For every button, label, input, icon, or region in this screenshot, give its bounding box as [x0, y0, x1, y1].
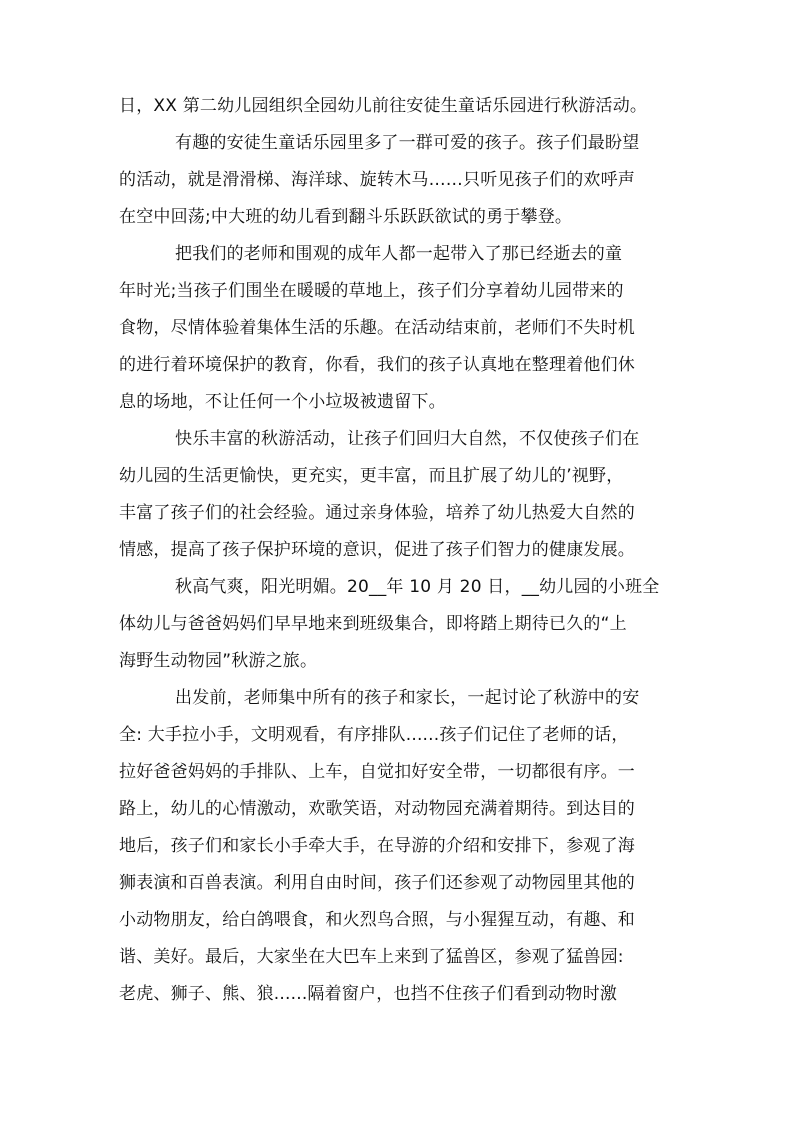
- text-line: 在空中回荡;中大班的幼儿看到翻斗乐跃跃欲试的勇于攀登。: [119, 207, 573, 227]
- paragraph-start-line: 有趣的安徒生童话乐园里多了一群可爱的孩子。孩子们最盼望: [175, 133, 640, 153]
- text-line: 老虎、狮子、熊、狼......隔着窗户，也挡不住孩子们看到动物时激: [119, 984, 618, 1004]
- paragraph-start-line: 把我们的老师和围观的成年人都一起带入了那已经逝去的童: [175, 244, 623, 264]
- paragraph-start-line: 出发前，老师集中所有的孩子和家长，一起讨论了秋游中的安: [175, 688, 640, 708]
- text-line: 年时光;当孩子们围坐在暖暖的草地上，孩子们分享着幼儿园带来的: [119, 281, 624, 301]
- text-line: 小动物朋友，给白鸽喂食，和火烈鸟合照，与小猩猩互动，有趣、和: [119, 910, 635, 930]
- text-line: 拉好爸爸妈妈的手排队、上车，自觉扣好安全带，一切都很有序。一: [119, 762, 635, 782]
- text-line: 丰富了孩子们的社会经验。通过亲身体验，培养了幼儿热爱大自然的: [119, 503, 635, 523]
- text-line: 食物，尽情体验着集体生活的乐趣。在活动结束前，老师们不失时机: [119, 318, 635, 338]
- text-line: 情感，提高了孩子保护环境的意识，促进了孩子们智力的健康发展。: [119, 540, 635, 560]
- text-line: 地后，孩子们和家长小手牵大手，在导游的介绍和安排下，参观了海: [119, 836, 635, 856]
- text-line: 的活动，就是滑滑梯、海洋球、旋转木马……只听见孩子们的欢呼声: [119, 170, 635, 190]
- text-line: 海野生动物园”秋游之旅。: [119, 651, 318, 671]
- text-line: 日，XX 第二幼儿园组织全园幼儿前往安徒生童话乐园进行秋游活动。: [119, 96, 648, 116]
- text-line: 狮表演和百兽表演。利用自由时间，孩子们还参观了动物园里其他的: [119, 873, 635, 893]
- paragraph-start-line: 秋高气爽，阳光明媚。20__年 10 月 20 日，__幼儿园的小班全: [175, 577, 660, 597]
- text-line: 体幼儿与爸爸妈妈们早早地来到班级集合，即将踏上期待已久的“上: [119, 614, 627, 634]
- text-line: 的进行着环境保护的教育，你看，我们的孩子认真地在整理着他们休: [119, 355, 635, 375]
- text-line: 息的场地，不让任何一个小垃圾被遗留下。: [119, 392, 446, 412]
- text-line: 幼儿园的生活更愉快，更充实，更丰富，而且扩展了幼儿的’视野，: [119, 466, 624, 486]
- paragraph-start-line: 快乐丰富的秋游活动，让孩子们回归大自然，不仅使孩子们在: [175, 429, 640, 449]
- text-line: 谐、美好。最后，大家坐在大巴车上来到了猛兽区，参观了猛兽园:: [119, 947, 624, 967]
- text-line: 路上，幼儿的心情激动，欢歌笑语，对动物园充满着期待。到达目的: [119, 799, 635, 819]
- text-line: 全: 大手拉小手，文明观看，有序排队......孩子们记住了老师的话，: [119, 725, 629, 745]
